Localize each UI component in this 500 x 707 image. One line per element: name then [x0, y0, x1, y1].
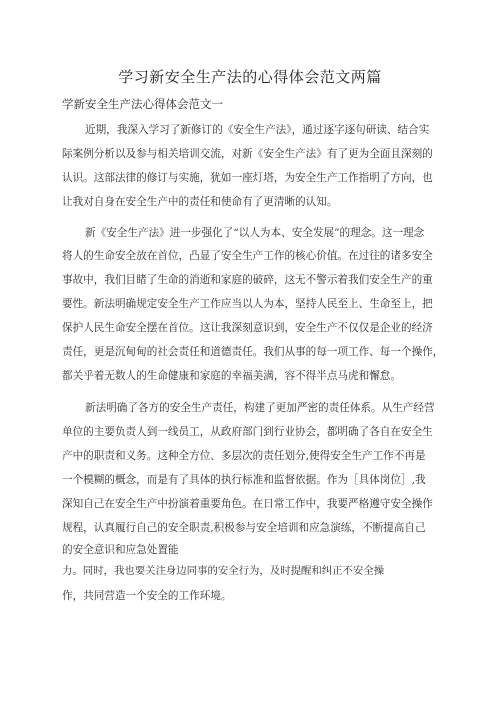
paragraph-line: 单位的主要负责人到一线员工，从政府部门到行业协会，都明确了各自在安全生	[62, 426, 433, 438]
paragraph-line: 际案例分析以及参与相关培训交流，对新《安全生产法》有了更为全面且深刻的	[62, 148, 433, 160]
paragraph-line: 作，共同营造一个安全的工作环境。	[62, 590, 232, 602]
paragraph-line: 责任，更是沉甸甸的社会责任和道德责任。我们从事的每一项工作、每一个操作，	[62, 346, 444, 358]
paragraph-line: 让我对自身在安全生产中的责任和使命有了更清晰的认知。	[62, 196, 338, 208]
paragraph-line: 的安全意识和应急处置能	[62, 544, 179, 556]
paragraph-line: 产中的职责和义务。这种全方位、多层次的责任划分,使得安全生产工作不再是	[62, 450, 426, 462]
paragraph-line: 规程，认真履行自己的安全职责,积极参与安全培训和应急演练，不断提高自己	[62, 522, 426, 534]
paragraph-line: 将人的生命安全放在首位，凸显了安全生产工作的核心价值。在过往的诸多安全	[62, 250, 433, 262]
paragraph-line: 要性。新法明确规定安全生产工作应当以人为本，坚持人民至上、生命至上，把	[62, 298, 433, 310]
paragraph-line: 都关乎着无数人的生命健康和家庭的幸福美满，容不得半点马虎和懈怠。	[62, 370, 401, 382]
paragraph-line: 深知自己在安全生产中扮演着重要角色。在日常工作中，我要严格遵守安全操作	[62, 498, 433, 510]
document-subtitle: 学新安全生产法心得体会范文一	[62, 97, 223, 111]
paragraph-line: 新《安全生产法》进一步强化了“以人为本、安全发展”的理念。这一理念	[85, 227, 425, 239]
paragraph-line: 保护人民生命安全摆在首位。这让我深刻意识到，安全生产不仅仅是企业的经济	[62, 322, 433, 334]
document-title: 学习新安全生产法的心得体会范文两篇	[118, 68, 382, 86]
paragraph-line: 新法明确了各方的安全生产责任，构建了更加严密的责任体系。从生产经营	[85, 402, 435, 414]
paragraph-line: 认识。这部法律的修订与实施，犹如一座灯塔，为安全生产工作指明了方向，也	[62, 172, 433, 184]
paragraph-line: 事故中，我们目睹了生命的消逝和家庭的破碎，这无不警示着我们安全生产的重	[62, 274, 433, 286]
paragraph-line: 力。同时，我也要关注身边同事的安全行为，及时提醒和纠正不安全操	[62, 565, 385, 577]
paragraph-line: 一个模糊的概念，而是有了具体的执行标准和监督依据。作为［具体岗位］,我	[62, 474, 426, 486]
paragraph-line: 近期，我深入学习了新修订的《安全生产法》，通过逐字逐句研读、结合实	[85, 124, 430, 136]
